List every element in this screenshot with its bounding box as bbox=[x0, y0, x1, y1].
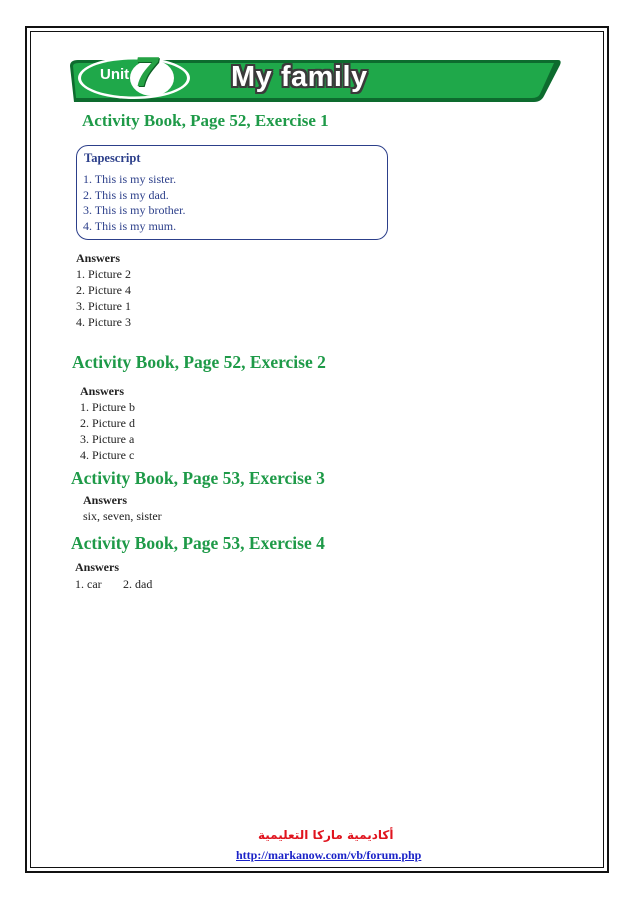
tapescript-title: Tapescript bbox=[84, 151, 141, 165]
answer-item: 3. Picture 1 bbox=[76, 299, 131, 313]
exercise1-answers-list bbox=[76, 266, 131, 330]
answer-item: 2. Picture d bbox=[80, 416, 135, 430]
exercise3-heading: Activity Book, Page 53, Exercise 3 bbox=[71, 468, 325, 488]
answer-item: 2. Picture 4 bbox=[76, 283, 131, 297]
exercise4-answers-label: Answers bbox=[75, 560, 119, 574]
answer-item: 3. Picture a bbox=[80, 432, 135, 446]
answer-item: 1. Picture 2 bbox=[76, 267, 131, 281]
exercise4-answer-1: 1. car bbox=[75, 577, 102, 591]
answer-item: 1. Picture b bbox=[80, 400, 135, 414]
tapescript-line: 2. This is my dad. bbox=[83, 187, 169, 202]
unit-title: My family bbox=[231, 61, 368, 93]
exercise2-answers-list bbox=[80, 399, 135, 463]
answer-item: 4. Picture c bbox=[80, 448, 135, 462]
exercise3-answer-text: six, seven, sister bbox=[83, 509, 162, 523]
tapescript-line: 1. This is my sister. bbox=[83, 172, 177, 186]
exercise3-answers-label: Answers bbox=[83, 493, 127, 507]
exercise4-answer-2: 2. dad bbox=[123, 577, 153, 591]
unit-number: 7 bbox=[134, 48, 158, 95]
tapescript-line: 3. This is my brother. bbox=[83, 203, 186, 217]
footer-academy-name: أكاديمية ماركا التعليمية bbox=[258, 828, 394, 842]
exercise2-answers-label: Answers bbox=[80, 384, 124, 398]
exercise1-heading: Activity Book, Page 52, Exercise 1 bbox=[82, 111, 329, 130]
answer-item: 4. Picture 3 bbox=[76, 315, 131, 329]
tapescript-list bbox=[83, 172, 185, 234]
tapescript-line: 4. This is my mum. bbox=[83, 218, 177, 233]
exercise4-heading: Activity Book, Page 53, Exercise 4 bbox=[71, 533, 325, 553]
footer-forum-link[interactable]: http://markanow.com/vb/forum.php bbox=[236, 848, 422, 862]
unit-label: Unit bbox=[100, 66, 130, 83]
exercise2-heading: Activity Book, Page 52, Exercise 2 bbox=[72, 352, 326, 372]
exercise1-answers-label: Answers bbox=[76, 251, 120, 265]
